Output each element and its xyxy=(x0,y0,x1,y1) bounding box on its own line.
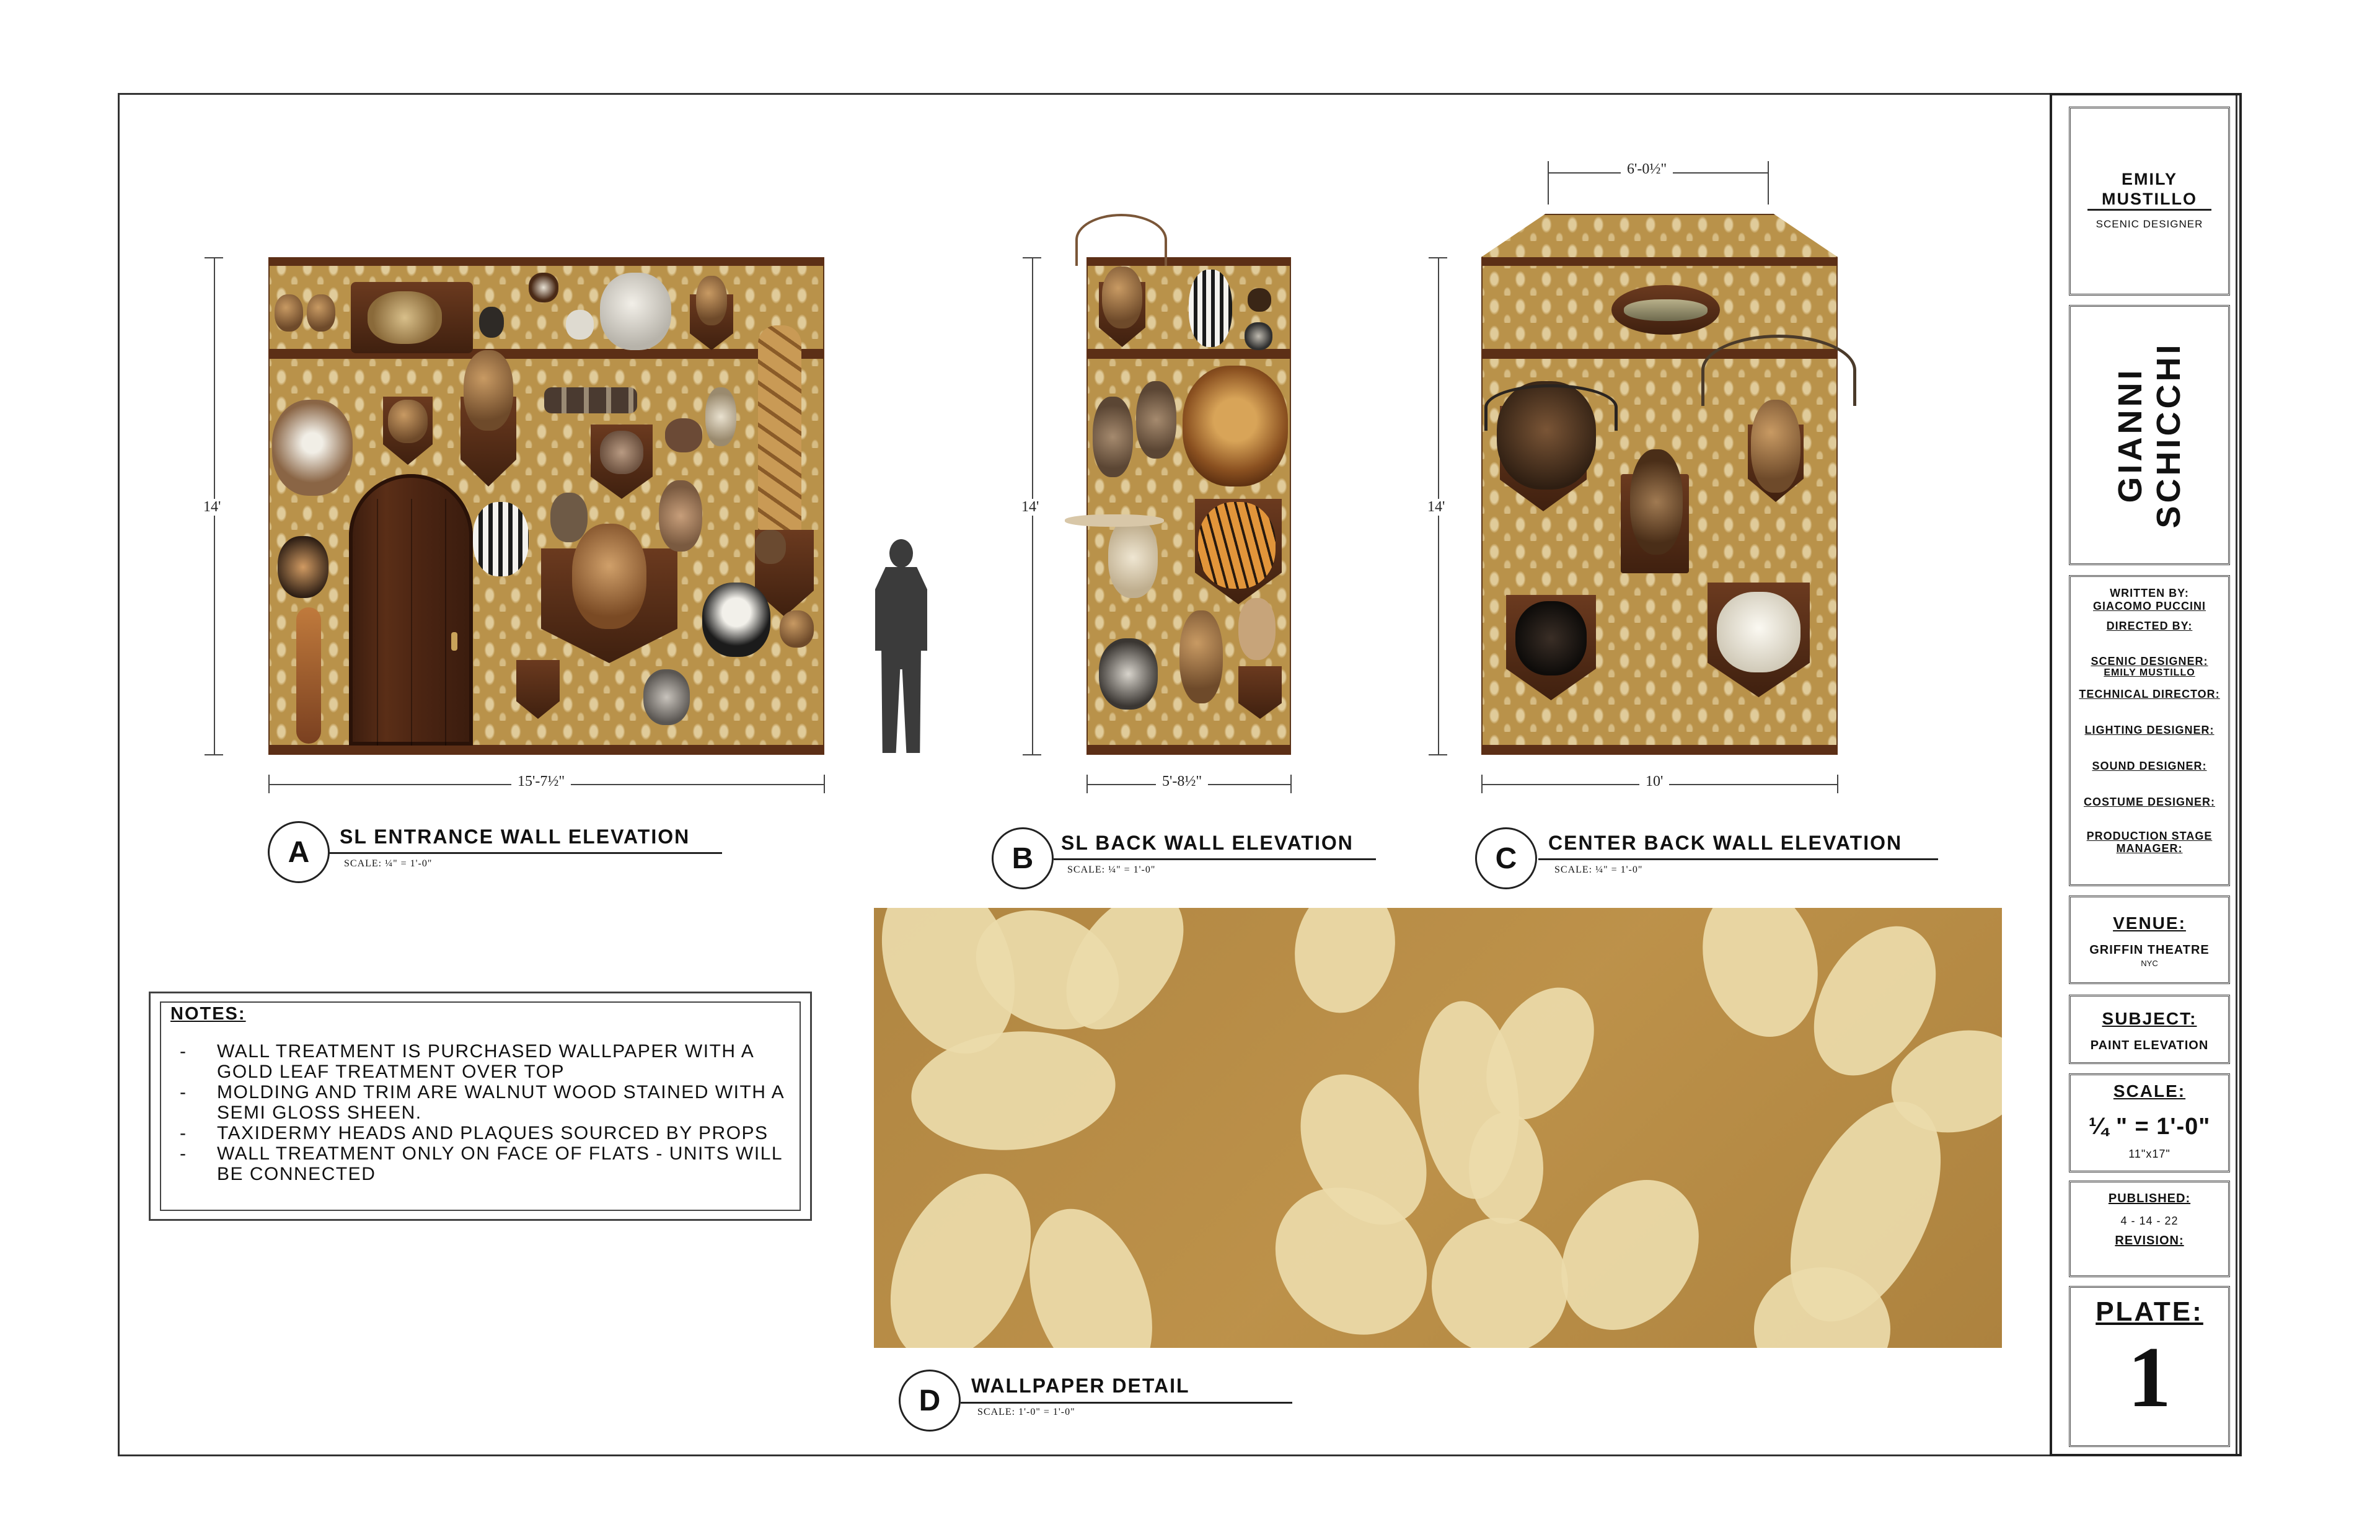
elevation-marker-d: D xyxy=(899,1370,961,1432)
fish-mount xyxy=(1624,299,1708,321)
dim-tick xyxy=(205,754,223,755)
title-underline xyxy=(1054,858,1376,860)
pattern-leaf xyxy=(1686,908,1835,1050)
scale-value: ¼ " = 1'-0" xyxy=(2088,1114,2211,1140)
goat-ears xyxy=(1065,514,1164,527)
small-heads-row xyxy=(544,387,637,413)
elk-antlers xyxy=(1701,335,1856,406)
title-underline xyxy=(961,1402,1292,1404)
plate-label: PLATE: xyxy=(2096,1296,2203,1327)
subject-value: PAINT ELEVATION xyxy=(2090,1039,2209,1052)
venue-label: VENUE: xyxy=(2113,913,2186,933)
note-item: - MOLDING AND TRIM ARE WALNUT WOOD STAINED WITH A SEMI GLOSS SHEEN. xyxy=(180,1082,800,1123)
cat-head xyxy=(278,536,328,598)
door-panel-line xyxy=(445,499,446,746)
deer-head xyxy=(272,400,353,496)
top-molding xyxy=(268,257,824,266)
white-tiger-head xyxy=(600,273,671,350)
fox-head-small xyxy=(780,610,814,648)
elevation-scale-a: SCALE: ¼" = 1'-0" xyxy=(344,858,433,869)
venue-city: NYC xyxy=(2141,959,2158,968)
credit-stage-manager-label: PRODUCTION STAGE MANAGER: xyxy=(2086,830,2213,855)
top-molding xyxy=(1481,257,1838,266)
height-dimension-c: 14' xyxy=(1421,499,1451,516)
dim-extension xyxy=(1768,161,1769,205)
dim-tick xyxy=(1023,257,1041,258)
elevation-title-c: CENTER BACK WALL ELEVATION xyxy=(1548,832,1903,854)
cow-head xyxy=(702,583,770,657)
scale-label: SCALE: xyxy=(2113,1081,2186,1101)
venue-cell xyxy=(2069,895,2230,984)
zebra-head xyxy=(473,502,529,576)
elevation-b-wall xyxy=(1086,257,1291,755)
credit-lighting-designer-label: LIGHTING DESIGNER: xyxy=(2084,724,2215,736)
elevation-c-wall xyxy=(1481,214,1838,755)
dim-extension xyxy=(1548,161,1549,205)
note-item: - TAXIDERMY HEADS AND PLAQUES SOURCED BY PROPS xyxy=(180,1123,769,1143)
note-item: - WALL TREATMENT ONLY ON FACE OF FLATS - UNITS WILL BE CONNECTED xyxy=(180,1143,800,1184)
rabbit-head xyxy=(1093,397,1133,477)
antelope-plaque xyxy=(516,660,560,719)
credit-costume-designer-label: COSTUME DESIGNER: xyxy=(2083,796,2215,808)
elevation-scale-c: SCALE: ¼" = 1'-0" xyxy=(1554,865,1643,875)
dim-tick xyxy=(1429,257,1447,258)
dim-tick xyxy=(1023,754,1041,755)
designer-name: EMILY MUSTILLO xyxy=(2087,169,2211,211)
title-underline xyxy=(328,852,722,854)
note-text: WALL TREATMENT ONLY ON FACE OF FLATS - UNITS WILL BE CONNECTED xyxy=(217,1143,782,1184)
height-dimension-b: 14' xyxy=(1015,499,1045,516)
width-dimension-a: 15'-7½" xyxy=(511,773,571,790)
credit-sound-designer-label: SOUND DESIGNER: xyxy=(2092,760,2207,772)
deer-head xyxy=(1179,610,1223,703)
polar-bear-head xyxy=(1717,592,1800,672)
designer-role: SCENIC DESIGNER xyxy=(2096,218,2203,230)
kangaroo-mount xyxy=(659,480,702,552)
tiger-head xyxy=(1198,502,1276,589)
dim-tick xyxy=(205,257,223,258)
boar-small xyxy=(665,418,702,452)
credits-cell xyxy=(2069,575,2230,886)
bear-head xyxy=(388,400,428,443)
pattern-leaf xyxy=(1007,1192,1175,1348)
dim-tick xyxy=(268,775,270,793)
black-bear-head xyxy=(1515,601,1587,675)
notes-title: NOTES: xyxy=(170,1004,246,1024)
lion-head xyxy=(1183,366,1288,486)
dim-tick xyxy=(1086,775,1088,793)
scale-cell xyxy=(2069,1073,2230,1173)
published-date: 4 - 14 - 22 xyxy=(2120,1215,2179,1227)
ram-head xyxy=(550,493,588,542)
elk-head xyxy=(1751,400,1800,493)
fox-tail-mount xyxy=(296,607,321,744)
koala-head xyxy=(643,669,690,725)
arched-door xyxy=(349,474,473,746)
venue-name: GRIFFIN THEATRE xyxy=(2089,943,2210,957)
wallpaper-detail-swatch xyxy=(874,908,2002,1348)
width-dimension-c: 10' xyxy=(1639,773,1669,790)
top-dimension-c: 6'-0½" xyxy=(1621,161,1673,178)
elevation-title-b: SL BACK WALL ELEVATION xyxy=(1061,832,1354,854)
boar-head xyxy=(600,431,643,474)
elevation-scale-b: SCALE: ¼" = 1'-0" xyxy=(1067,865,1156,875)
pattern-leaf xyxy=(1533,1153,1727,1348)
dim-tick xyxy=(1429,754,1447,755)
credit-technical-director-label: TECHNICAL DIRECTOR: xyxy=(2079,688,2220,700)
pattern-leaf xyxy=(1469,1112,1543,1224)
published-label: PUBLISHED: xyxy=(2108,1192,2191,1205)
notes-list xyxy=(180,1041,800,1184)
snake-coil xyxy=(368,291,442,344)
title-underline xyxy=(1538,858,1938,860)
plate-number: 1 xyxy=(2128,1329,2171,1425)
credit-scenic-designer-label: SCENIC DESIGNER: xyxy=(2091,655,2208,667)
stag-head xyxy=(1102,266,1142,328)
bison-horns xyxy=(1484,384,1618,431)
pattern-leaf xyxy=(1285,908,1405,1021)
credit-written-by-label: WRITTEN BY: xyxy=(2110,587,2189,599)
revision-label: REVISION: xyxy=(2115,1234,2184,1247)
base-molding xyxy=(268,745,824,755)
elevation-title-d: WALLPAPER DETAIL xyxy=(971,1375,1190,1397)
credit-scenic-designer-value: EMILY MUSTILLO xyxy=(2104,667,2195,678)
paper-size: 11"x17" xyxy=(2128,1148,2171,1160)
height-dimension-a: 14' xyxy=(197,499,227,516)
door-panel-line xyxy=(411,499,412,746)
subject-label: SUBJECT: xyxy=(2102,1009,2197,1028)
small-plaque xyxy=(1238,666,1282,719)
picture-rail xyxy=(1086,349,1291,359)
zebra-head xyxy=(1189,270,1232,347)
stag-antlers xyxy=(1075,214,1167,266)
note-item: - WALL TREATMENT IS PURCHASED WALLPAPER WITH A GOLD LEAF TREATMENT OVER TOP xyxy=(180,1041,800,1082)
base-molding xyxy=(1086,745,1291,755)
bird-mount xyxy=(479,307,504,338)
note-text: WALL TREATMENT IS PURCHASED WALLPAPER WITH A GOLD LEAF TREATMENT OVER TOP xyxy=(217,1041,754,1082)
dim-tick xyxy=(1837,775,1838,793)
dim-tick xyxy=(1481,775,1483,793)
dog-head xyxy=(1099,638,1158,710)
credit-written-by-value: GIACOMO PUCCINI xyxy=(2092,600,2206,612)
antelope-head xyxy=(696,276,727,325)
production-cell xyxy=(2069,305,2230,565)
rabbit-head xyxy=(1136,381,1176,459)
round-plaque xyxy=(1248,288,1271,312)
plate-cell xyxy=(2069,1286,2230,1447)
fox-head-mount xyxy=(307,294,335,332)
dim-tick xyxy=(1290,775,1292,793)
note-text: MOLDING AND TRIM ARE WALNUT WOOD STAINED WITH A SEMI GLOSS SHEEN. xyxy=(217,1082,784,1123)
skull-mount xyxy=(566,310,594,340)
dim-tick xyxy=(824,775,825,793)
width-dimension-b: 5'-8½" xyxy=(1156,773,1208,790)
published-cell xyxy=(2069,1181,2230,1277)
elevation-a-wall xyxy=(268,257,824,755)
door-handle xyxy=(451,632,457,651)
human-scale-figure-head xyxy=(889,539,913,568)
note-text: TAXIDERMY HEADS AND PLAQUES SOURCED BY PROPS xyxy=(217,1123,769,1143)
round-plaque xyxy=(1245,322,1272,350)
subject-cell xyxy=(2069,995,2230,1064)
elevation-marker-b: B xyxy=(992,827,1054,889)
goat-head xyxy=(1108,517,1158,598)
fox-head-mount xyxy=(275,294,303,332)
elevation-scale-d: SCALE: 1'-0" = 1'-0" xyxy=(977,1407,1075,1417)
owl-mount xyxy=(755,530,786,564)
base-molding xyxy=(1481,745,1838,755)
elevation-marker-c: C xyxy=(1475,827,1537,889)
stag-head xyxy=(464,350,513,431)
elevation-marker-a: A xyxy=(268,821,330,883)
goose-mount xyxy=(705,387,736,446)
bull-head xyxy=(572,524,646,629)
elevation-title-a: SL ENTRANCE WALL ELEVATION xyxy=(340,825,690,848)
production-title: GIANNI SCHICCHI xyxy=(2112,341,2187,529)
credit-directed-by-label: DIRECTED BY: xyxy=(2106,620,2193,632)
door-panel-line xyxy=(377,499,378,746)
designer-cell xyxy=(2069,107,2230,296)
goat-head xyxy=(1630,449,1683,555)
gazelle-head xyxy=(1238,598,1276,660)
round-plaque xyxy=(529,273,558,302)
